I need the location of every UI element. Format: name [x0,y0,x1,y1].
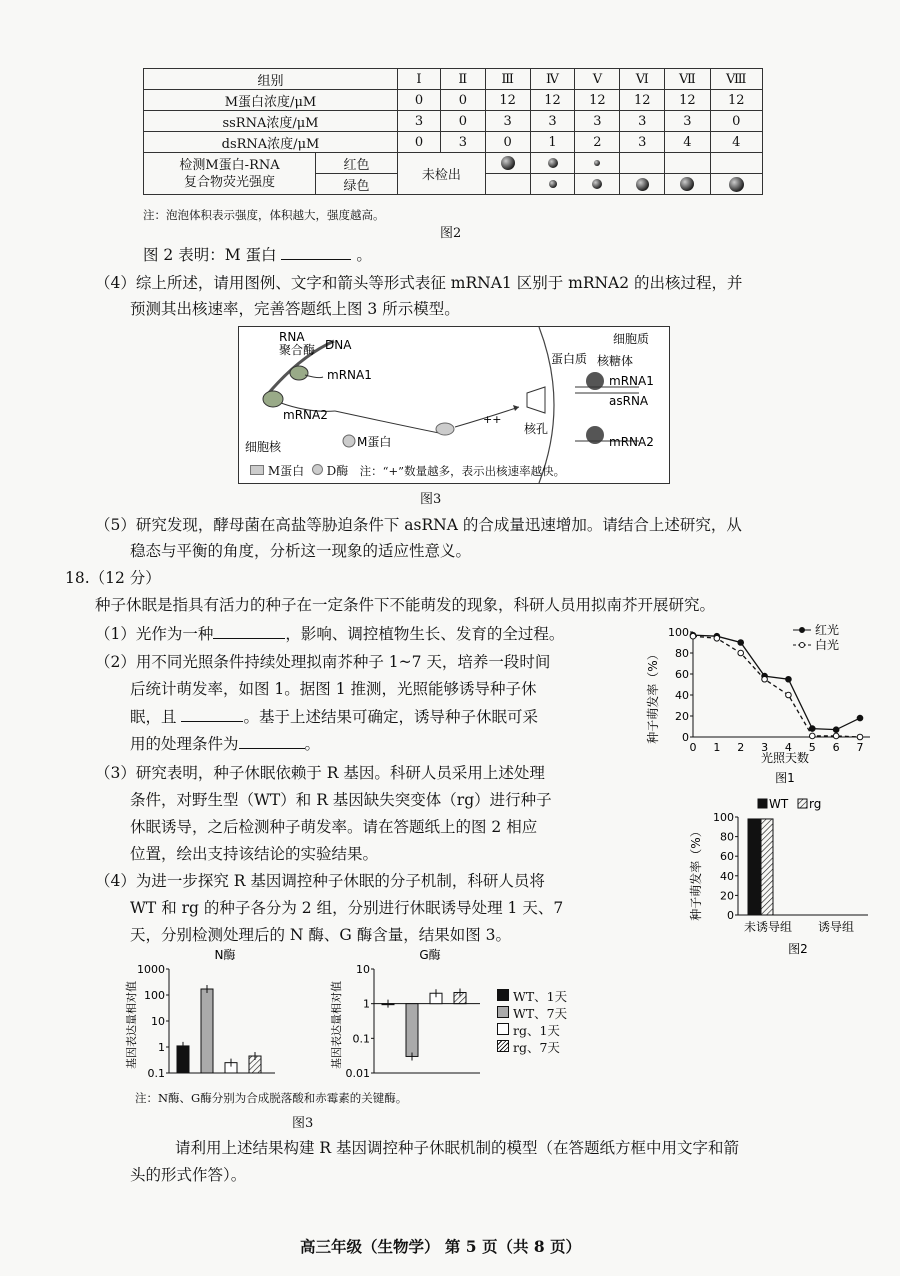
s3-line2: 条件，对野生型（WT）和 R 基因缺失突变体（rg）进行种子 [130,791,552,809]
legend-label: 红光 [815,623,840,637]
y-tick-label: 80 [720,830,734,844]
fig1-caption: 图1 [775,771,795,785]
bar-WT、1天 [177,1046,189,1073]
m-protein-icon [436,423,454,435]
fig1-line-chart [645,612,875,792]
green-dot-cell [710,174,762,195]
label-pore: 核孔 [524,422,549,436]
page-footer: 高三年级（生物学） 第 5 页（共 8 页） [300,1237,582,1256]
q4-line2: 预测其出核速率，完善答题纸上图 3 所示模型。 [130,300,460,318]
bar-WT、7天 [406,1004,418,1057]
y-tick-label: 0 [727,909,734,922]
detect-label: 检测M蛋白-RNA 复合物荧光强度 [144,153,316,195]
table-row: ssRNA浓度/μM 3 0 3 3 3 3 3 0 [144,111,763,132]
g-enzyme-title: G酶 [419,948,441,962]
bar-rg [761,819,773,915]
green-dot-cell [485,174,530,195]
q18-intro: 种子休眠是指具有活力的种子在一定条件下不能萌发的现象，科研人员用拟南芥开展研究。 [95,596,716,614]
s4-line3: 天，分别检测处理后的 N 酶、G 酶含量，结果如图 3。 [130,926,512,944]
green-fluorescence-dot [729,177,744,192]
green-fluorescence-dot [549,180,557,188]
y-tick-label: 10 [151,1015,165,1028]
x-tick-label: 1 [713,741,721,754]
green-dot-cell [575,174,620,195]
green-fluorescence-dot [680,177,694,191]
y-tick-label: 60 [675,668,689,681]
s4-line2: WT 和 rg 的种子各分为 2 组，分别进行休眠诱导处理 1 天、7 [130,899,564,917]
green-fluorescence-dot [636,178,649,191]
x-tick-label: 0 [689,741,697,754]
table-note: 注：泡泡体积表示强度，体积越大，强度越高。 [143,208,385,222]
y-tick-label: 100 [668,626,689,639]
data-point [809,726,815,732]
data-point [833,727,839,733]
label-dna: DNA [325,338,352,352]
fig3-model [238,326,670,484]
g-enzyme-ylabel: 基因表达量相对值 [330,981,343,1069]
x-tick-label: 3 [761,741,769,754]
fig2-table [143,68,763,195]
red-dot-cell [665,153,710,174]
data-point [690,633,696,639]
label-protein: 蛋白质 [551,352,588,366]
q18-title: 18.（12 分） [65,569,161,587]
fig3-note: 注：N酶、G酶分别为合成脱落酸和赤霉素的关键酶。 [135,1091,408,1105]
label-mrna2: mRNA2 [283,408,328,422]
fig1-ylabel: 种子萌发率（%） [646,648,660,744]
x-category-label: 未诱导组 [743,920,793,934]
s4-line1: （4）为进一步探究 R 基因调控种子休眠的分子机制，科研人员将 [95,872,545,890]
y-tick-label: 40 [675,689,689,702]
data-point [738,650,744,656]
legend-swatch-icon [497,1006,509,1018]
legend-item: rg、1天 [497,1022,567,1039]
label-nucleus: 细胞核 [245,440,282,454]
s2-line3: 眠，且 。基于上述结果可确定，诱导种子休眠可采 [130,708,538,726]
data-point [714,636,720,642]
legend-label: 白光 [815,638,840,652]
legend-marker [800,643,805,648]
bar-WT、7天 [201,989,213,1073]
s3-line3: 休眠诱导，之后检测种子萌发率。请在答题纸上的图 2 相应 [130,818,538,836]
fig1-xlabel: 光照天数 [760,751,810,765]
final-line1: 请利用上述结果构建 R 基因调控种子休眠机制的模型（在答题纸方框中用文字和箭 [175,1139,740,1157]
m-protein-icon [343,435,355,447]
table-row: M蛋白浓度/μM 0 0 12 12 12 12 12 12 [144,90,763,111]
x-tick-label: 2 [737,741,745,754]
red-fluorescence-dot [501,156,515,170]
y-tick-label: 20 [720,889,734,903]
legend-label: WT [769,797,789,811]
y-tick-label: 80 [675,647,689,660]
table-row-green: 绿色 [144,174,763,195]
red-dot-cell [530,153,575,174]
table-row: dsRNA浓度/μM 0 3 0 1 2 3 4 4 [144,132,763,153]
legend-marker [800,628,805,633]
y-tick-label: 100 [144,989,165,1002]
data-point [786,692,792,698]
y-tick-label: 0.1 [147,1067,165,1080]
nuclear-pore-icon [527,387,545,413]
y-tick-label: 0.1 [352,1032,370,1046]
x-tick-label: 7 [856,741,864,754]
fig2-chart-caption: 图2 [788,942,808,956]
legend-swatch [758,799,767,808]
x-tick-label: 6 [832,741,840,754]
data-point [762,676,768,682]
answer-blank[interactable] [281,245,351,260]
m-protein-legend-icon [250,465,264,475]
label-polymerase: 聚合酶 [279,343,316,357]
arrow-head-icon [513,405,519,411]
arrow-path [335,411,439,433]
fig3-model-svg [239,327,669,483]
green-dot-cell [665,174,710,195]
d-enzyme-legend-icon [312,464,323,475]
green-fluorescence-dot [592,179,602,189]
s2-line1: （2）用不同光照条件持续处理拟南芥种子 1~7 天，培养一段时间 [95,653,551,671]
label-cytoplasm: 细胞质 [613,332,650,346]
y-tick-label: 1 [158,1041,165,1054]
y-tick-label: 40 [720,869,734,883]
legend-item: WT、7天 [497,1005,567,1022]
label-mrna1: mRNA1 [327,368,372,382]
answer-blank[interactable] [181,707,243,722]
label-m-protein: M蛋白 [357,435,392,449]
legend-swatch [798,799,807,808]
rna-polymerase-icon [263,391,283,407]
label-ribosome: 核糖体 [597,354,634,368]
s3-line1: （3）研究表明，种子休眠依赖于 R 基因。科研人员采用上述处理 [95,764,545,782]
data-point [809,733,815,739]
fig2-ylabel: 种子萌发率（%） [689,825,703,921]
q5-line2: 稳态与平衡的角度，分析这一现象的适应性意义。 [130,542,472,560]
legend-swatch-icon [497,989,509,1001]
mrna1-strand [305,375,323,378]
label-asrna: asRNA [609,394,649,408]
label-mrna1-cyto: mRNA1 [609,374,654,388]
fig2-bar-chart [688,795,873,960]
rna-polymerase-icon [290,366,308,380]
data-point [857,734,863,740]
answer-blank[interactable] [213,624,285,639]
y-tick-label: 0 [682,731,689,744]
s2-line2: 后统计萌发率，如图 1。据图 1 推测，光照能够诱导种子休 [130,680,537,698]
x-category-label: 诱导组 [817,920,855,934]
data-point [786,676,792,682]
answer-blank[interactable] [239,734,305,749]
fig2-table-container [143,68,763,195]
y-tick-label: 1 [363,997,370,1011]
data-point [857,715,863,721]
y-tick-label: 10 [356,963,370,976]
red-fluorescence-dot [594,160,600,166]
s1: （1）光作为一种 ，影响、调控植物生长、发育的全过程。 [95,625,565,643]
s3-line4: 位置，绘出支持该结论的实验结果。 [130,845,379,863]
green-dot-cell [530,174,575,195]
y-tick-label: 100 [713,811,734,824]
final-line2: 头的形式作答）。 [130,1166,247,1184]
y-tick-label: 60 [720,850,734,864]
fig2-caption: 图2 [440,226,462,241]
y-tick-label: 0.01 [345,1067,370,1080]
fig3-caption: 图3 [420,492,442,507]
fig2-conclusion: 图 2 表明：M 蛋白 。 [143,246,372,264]
data-point [738,640,744,646]
fig3-g-enzyme-chart [330,945,500,1085]
fig3-chart-caption: 图3 [292,1116,314,1131]
red-dot-cell [620,153,665,174]
red-dot-cell [710,153,762,174]
n-enzyme-title: N酶 [214,948,236,962]
legend-swatch-icon [497,1040,509,1052]
fig3-n-enzyme-chart [125,945,295,1085]
bar-WT [748,819,760,915]
fig3-legend-box [497,988,567,1056]
red-fluorescence-dot [548,158,558,168]
red-dot-cell [485,153,530,174]
n-enzyme-ylabel: 基因表达量相对值 [125,981,138,1069]
legend-item: WT、1天 [497,988,567,1005]
table-row-red: 检测M蛋白-RNA 复合物荧光强度 红色 未检出 [144,153,763,174]
legend-label: rg [809,797,822,811]
green-dot-cell [620,174,665,195]
data-point [833,733,839,739]
legend-item: rg、7天 [497,1039,567,1056]
s2-line4: 用的处理条件为 。 [130,735,321,753]
label-mrna2-cyto: mRNA2 [609,435,654,449]
q5-line1: （5）研究发现，酵母菌在高盐等胁迫条件下 asRNA 的合成量迅速增加。请结合上述研究，从 [95,516,742,534]
x-tick-label: 5 [808,741,816,754]
table-header-row: 组别 Ⅰ Ⅱ Ⅲ Ⅳ Ⅴ Ⅵ Ⅶ Ⅷ [144,69,763,90]
x-tick-label: 4 [784,741,792,754]
legend-swatch-icon [497,1023,509,1035]
label-rna: RNA [279,330,305,344]
y-tick-label: 1000 [137,963,165,976]
red-dot-cell [575,153,620,174]
fig3-legend: M蛋白 D酶 注：“+”数量越多，表示出核速率越快。 [250,462,565,479]
y-tick-label: 20 [675,710,689,723]
q4-line1: （4）综上所述，请用图例、文字和箭头等形式表征 mRNA1 区别于 mRNA2 的出核过程，并 [95,274,743,292]
label-pluses: ++ [483,413,502,426]
nuclear-membrane [539,327,554,483]
